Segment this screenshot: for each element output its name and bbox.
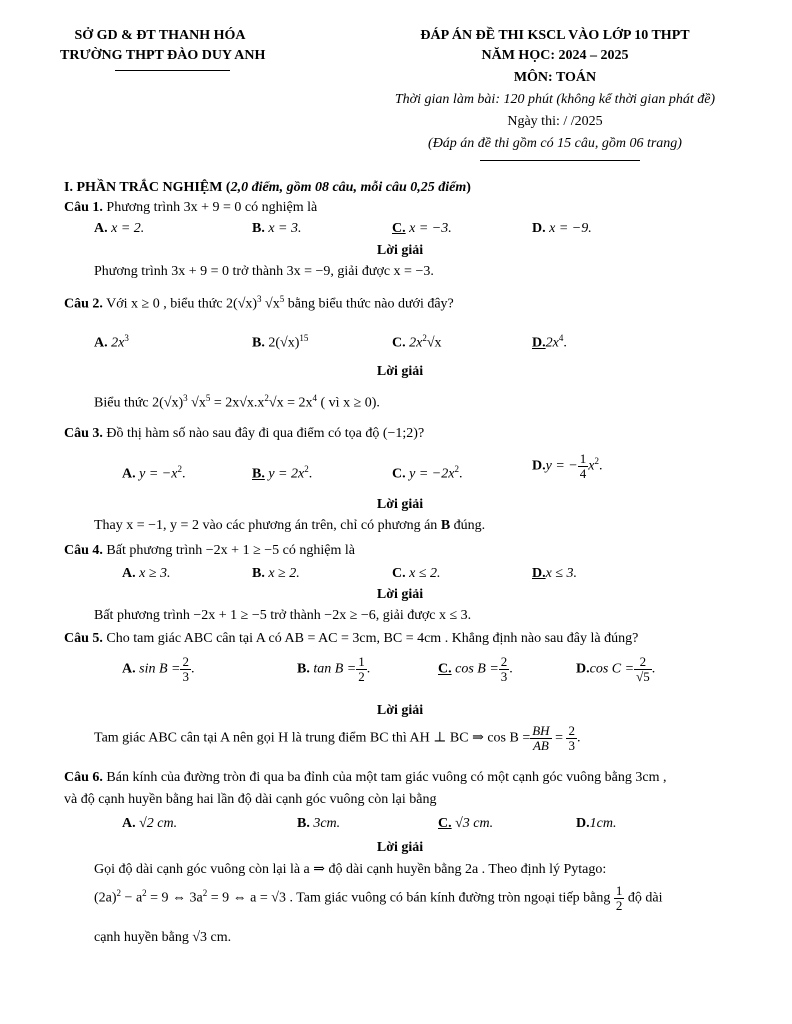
q6-solution-line-2: $(2a)^2 - a^2 = 9$ ⇔ $3a^2 = 9$ ⇔ a = √3 . Tam giác vuông có bán kính đường tròn ngoại tiếp bằng $\frac{1}{2}$ độ dài (94, 883, 663, 913)
q6-option-b: B. 3cm. (297, 816, 341, 831)
q5-option-a: A. sin B = $\frac{2}{3}$ . (122, 654, 195, 684)
q1-option-b: B. x = 3. (252, 221, 302, 236)
q1-option-d: D. x = −9. (532, 221, 592, 236)
q5-solution: Tam giác ABC cân tại A nên gọi H là trung điểm BC thì AH ⊥ BC ⇒ cos B = $\frac{BH}{AB}$ = $\frac{2}{3}$ . (94, 723, 581, 753)
q2-solution-label: Lời giải (376, 364, 424, 379)
q2-option-c: C. $2x^2√x$ (392, 333, 442, 351)
question-5: Câu 5. Cho tam giác ABC cân tại A có AB = AC = 3cm, BC = 4cm . Khẳng định nào sau đây là đúng? (64, 631, 639, 646)
q3-option-d: D.y = − $\frac{1}{4}$ $x^2$. (532, 451, 603, 481)
question-3: Câu 3. Đồ thị hàm số nào sau đây đi qua điểm có tọa độ (−1;2)? (64, 426, 425, 441)
q2-option-d: $D.2x^4$. (532, 333, 567, 351)
q3-solution: Thay x = −1, y = 2 vào các phương án trên, chỉ có phương án B đúng. (94, 518, 486, 533)
q1-option-a: A. x = 2. (94, 221, 145, 236)
q2-option-b: B. $2(√x)^{15}$ (252, 333, 309, 351)
q6-option-d: D.1cm. (576, 816, 617, 831)
question-1: Câu 1. Phương trình 3x + 9 = 0 có nghiệm là (64, 200, 318, 215)
q3-solution-label: Lời giải (376, 497, 424, 512)
q4-solution: Bất phương trình −2x + 1 ≥ −5 trở thành −2x ≥ −6, giải được x ≤ 3. (94, 608, 472, 623)
q1-solution-label: Lời giải (376, 243, 424, 258)
question-2: Câu 2. Với x ≥ 0 , biểu thức $2(√x)^3$ $√x^5$ bằng biểu thức nào dưới đây? (64, 294, 454, 312)
header-year: NĂM HỌC: 2024 – 2025 (481, 48, 629, 63)
question-6: Câu 6. Bán kính của đường tròn đi qua ba đỉnh của một tam giác vuông có một cạnh góc vuông bằng 3cm , (64, 770, 667, 785)
q5-option-c: C. cos B = $\frac{2}{3}$ . (438, 654, 513, 684)
header-school: TRƯỜNG THPT ĐÀO DUY ANH (60, 48, 266, 63)
q4-option-c: C. x ≤ 2. (392, 566, 441, 581)
q3-option-c: C. $y = -2x^2$. (392, 464, 463, 482)
q6-option-a: A. √2 cm. (122, 816, 178, 831)
q4-option-d: D.x ≤ 3. (532, 566, 578, 581)
q2-solution: Biểu thức $2(√x)^3$ $√x^5 = 2x√x.x^2√x = 2x^4$ ( vì x ≥ 0). (94, 393, 380, 411)
q2-option-a: A. $2x^3$ (94, 333, 129, 351)
header-right-rule (480, 160, 640, 161)
header-left-rule (115, 70, 230, 71)
q3-option-a: A. $y = -x^2$. (122, 464, 186, 482)
question-6-line-2: và độ cạnh huyền bằng hai lần độ dài cạnh góc vuông còn lại bằng (64, 792, 437, 807)
q4-option-b: B. x ≥ 2. (252, 566, 300, 581)
header-time: Thời gian làm bài: 120 phút (không kể thời gian phát đề) (394, 92, 716, 107)
q6-solution-label: Lời giải (376, 840, 424, 855)
section-title: I. PHẦN TRẮC NGHIỆM (2,0 điểm, gồm 08 câu, mỗi câu 0,25 điểm) (64, 180, 471, 195)
q3-option-b: B. $y = 2x^2$. (252, 464, 313, 482)
q5-solution-label: Lời giải (376, 703, 424, 718)
q5-option-d: D.cos C = $\frac{2}{√5}$ . (576, 654, 656, 684)
q4-option-a: A. x ≥ 3. (122, 566, 171, 581)
q1-option-c: C. x = −3. (392, 221, 452, 236)
header-note: (Đáp án đề thi gồm có 15 câu, gồm 06 trang) (428, 136, 682, 151)
q4-solution-label: Lời giải (376, 587, 424, 602)
q6-solution-line-1: Gọi độ dài cạnh góc vuông còn lại là a ⇒ độ dài cạnh huyền bằng 2a . Theo định lý Pytago: (94, 862, 607, 877)
q6-solution-line-3: cạnh huyền bằng √3 cm. (94, 930, 232, 945)
question-4: Câu 4. Bất phương trình −2x + 1 ≥ −5 có nghiệm là (64, 543, 355, 558)
q1-solution: Phương trình 3x + 9 = 0 trở thành 3x = −9, giải được x = −3. (94, 264, 434, 279)
header-title: ĐÁP ÁN ĐỀ THI KSCL VÀO LỚP 10 THPT (420, 28, 690, 43)
q5-option-b: B. tan B = $\frac{1}{2}$ . (297, 654, 371, 684)
header-subject: MÔN: TOÁN (513, 70, 597, 85)
header-date: Ngày thi: / /2025 (507, 114, 603, 129)
q6-option-c: C. √3 cm. (438, 816, 494, 831)
header-department: SỞ GD & ĐT THANH HÓA (74, 28, 246, 43)
